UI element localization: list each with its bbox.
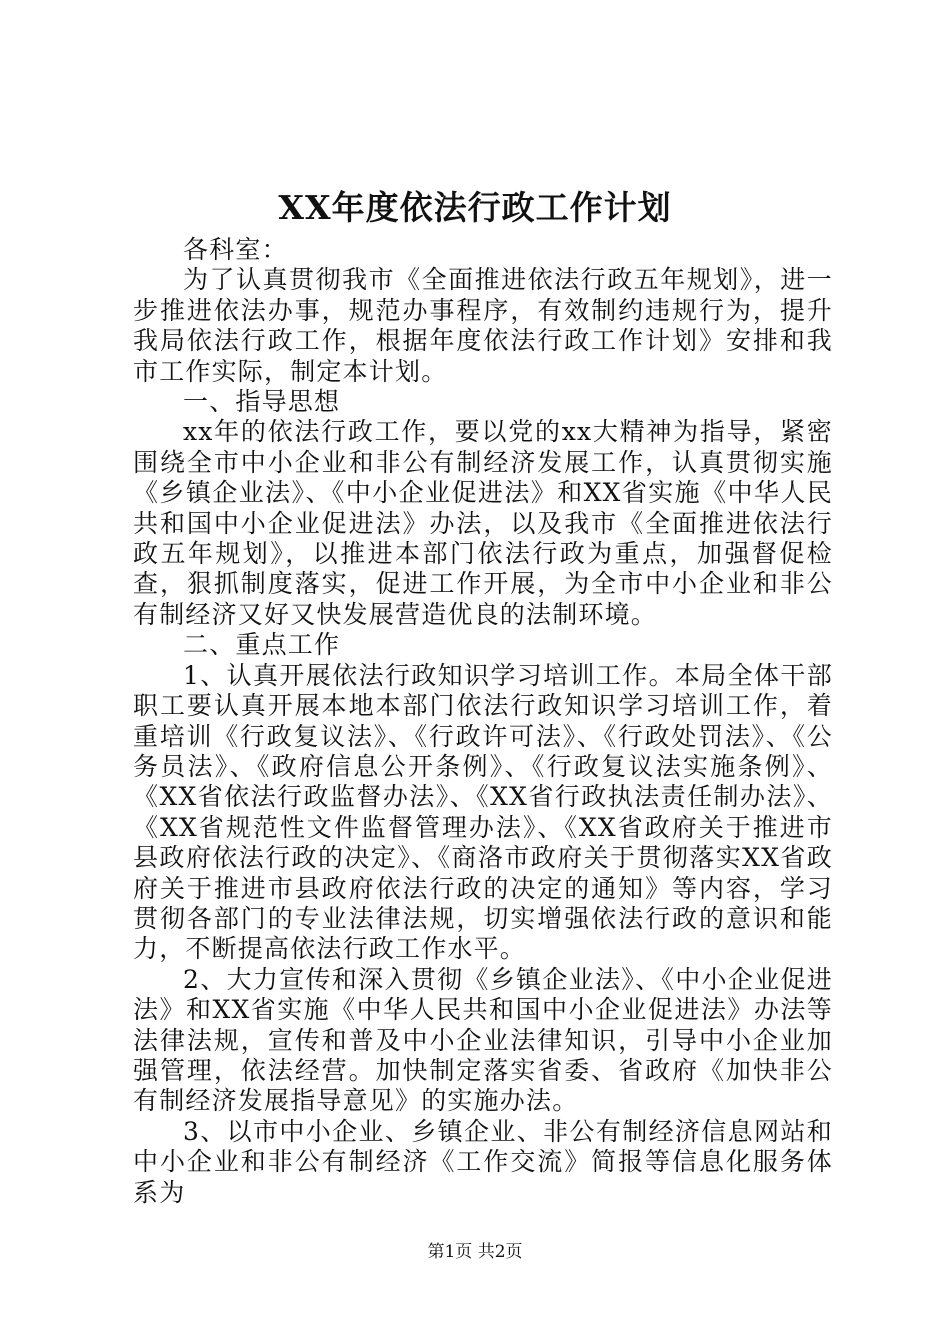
intro-paragraph: 为了认真贯彻我市《全面推进依法行政五年规划》，进一步推进依法办事，规范办事程序，有效制约违规行为，提升我局依法行政工作，根据年度依法行政工作计划》安排和我市工作实际，制定本计划。 [133, 265, 833, 386]
section-heading-guiding-ideology: 一、指导思想 [183, 387, 341, 417]
page-footer: 第1页 共2页 [427, 1242, 523, 1262]
key-work-item-1: 1、认真开展依法行政知识学习培训工作。本局全体干部职工要认真开展本地本部门依法行政知识学习培训工作，着重培训《行政复议法》、《行政许可法》、《行政处罚法》、《公务员法》、《政府信息公开条例》、《行政复议法实施条例》、《XX省依法行政监督办法》、《XX省行政执法责任制办法》、《XX省规范性文件监督管理办法》、《XX省政府关于推进市县政府依法行政的决定》、《商洛市政府关于贯彻落实XX省政府关于推进市县政府依法行政的决定的通知》等内容，学习贯彻各部门的专业法律法规，切实增强依法行政的意识和能力，不断提高依法行政工作水平。 [133, 660, 833, 964]
document-title: XX年度依法行政工作计划 [278, 188, 672, 227]
guiding-ideology-paragraph: xx年的依法行政工作，要以党的xx大精神为指导，紧密围绕全市中小企业和非公有制经济发展工作，认真贯彻实施《乡镇企业法》、《中小企业促进法》和XX省实施《中华人民共和国中小企业促进法》办法，以及我市《全面推进依法行政五年规划》，以推进本部门依法行政为重点，加强督促检查，狠抓制度落实，促进工作开展，为全市中小企业和非公有制经济又好又快发展营造优良的法制环境。 [133, 417, 833, 629]
document-body [133, 235, 833, 1208]
key-work-item-3: 3、以市中小企业、乡镇企业、非公有制经济信息网站和中小企业和非公有制经济《工作交流》简报等信息化服务体系为 [133, 1116, 833, 1207]
section-heading-key-work: 二、重点工作 [183, 630, 341, 660]
salutation: 各科室： [183, 235, 288, 264]
key-work-item-2: 2、大力宣传和深入贯彻《乡镇企业法》、《中小企业促进法》和XX省实施《中华人民共和国中小企业促进法》办法等法律法规，宣传和普及中小企业法律知识，引导中小企业加强管理，依法经营。加快制定落实省委、省政府《加快非公有制经济发展指导意见》的实施办法。 [133, 964, 833, 1116]
